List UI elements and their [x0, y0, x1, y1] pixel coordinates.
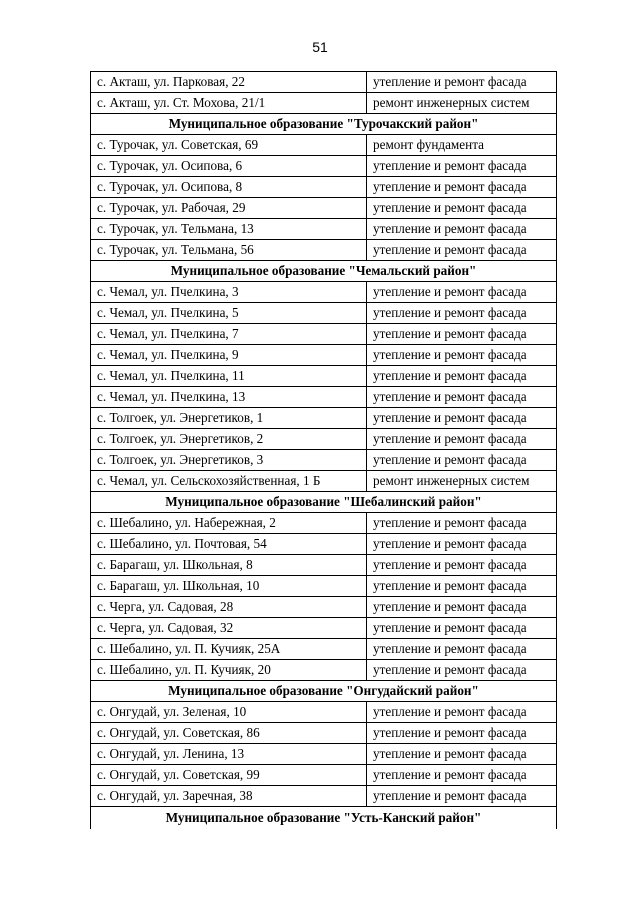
address-cell: с. Турочак, ул. Осипова, 6 [91, 156, 367, 177]
table-row [91, 765, 557, 786]
work-type-cell: утепление и ремонт фасада [367, 156, 557, 177]
address-cell: с. Онгудай, ул. Ленина, 13 [91, 744, 367, 765]
work-type-cell: утепление и ремонт фасада [367, 513, 557, 534]
work-type-cell: утепление и ремонт фасада [367, 198, 557, 219]
work-type-cell: утепление и ремонт фасада [367, 555, 557, 576]
work-type-cell: утепление и ремонт фасада [367, 72, 557, 93]
address-cell: с. Барагаш, ул. Школьная, 10 [91, 576, 367, 597]
section-header-row [91, 492, 557, 513]
table-row [91, 471, 557, 492]
table-body [91, 72, 557, 829]
work-type-cell: утепление и ремонт фасада [367, 723, 557, 744]
work-type-cell: утепление и ремонт фасада [367, 324, 557, 345]
work-type-cell: утепление и ремонт фасада [367, 429, 557, 450]
page-number: 51 [312, 39, 328, 55]
work-type-cell: утепление и ремонт фасада [367, 765, 557, 786]
address-cell: с. Турочак, ул. Советская, 69 [91, 135, 367, 156]
work-type-cell: утепление и ремонт фасада [367, 639, 557, 660]
table-row [91, 240, 557, 261]
table-row [91, 555, 557, 576]
address-cell: с. Онгудай, ул. Советская, 86 [91, 723, 367, 744]
table-row [91, 639, 557, 660]
address-cell: с. Чемал, ул. Пчелкина, 7 [91, 324, 367, 345]
table-row [91, 366, 557, 387]
work-type-cell: ремонт инженерных систем [367, 93, 557, 114]
address-cell: с. Черга, ул. Садовая, 28 [91, 597, 367, 618]
section-header-row [91, 807, 557, 829]
address-cell: с. Шебалино, ул. Почтовая, 54 [91, 534, 367, 555]
address-cell: с. Барагаш, ул. Школьная, 8 [91, 555, 367, 576]
address-cell: с. Онгудай, ул. Заречная, 38 [91, 786, 367, 807]
address-cell: с. Шебалино, ул. П. Кучияк, 25А [91, 639, 367, 660]
address-cell: с. Толгоек, ул. Энергетиков, 2 [91, 429, 367, 450]
table-row [91, 618, 557, 639]
section-title: Муниципальное образование "Усть-Канский район" [91, 807, 557, 829]
table-row [91, 156, 557, 177]
table-row [91, 723, 557, 744]
section-title: Муниципальное образование "Шебалинский район" [91, 492, 557, 513]
work-type-cell: утепление и ремонт фасада [367, 450, 557, 471]
table-row [91, 660, 557, 681]
address-cell: с. Чемал, ул. Пчелкина, 9 [91, 345, 367, 366]
address-cell: с. Турочак, ул. Осипова, 8 [91, 177, 367, 198]
work-type-cell: утепление и ремонт фасада [367, 240, 557, 261]
section-header-row [91, 114, 557, 135]
table-row [91, 513, 557, 534]
work-type-cell: утепление и ремонт фасада [367, 219, 557, 240]
work-type-cell: утепление и ремонт фасада [367, 345, 557, 366]
work-type-cell: ремонт фундамента [367, 135, 557, 156]
section-title: Муниципальное образование "Турочакский район" [91, 114, 557, 135]
table-row [91, 387, 557, 408]
table-row [91, 303, 557, 324]
table-row [91, 534, 557, 555]
address-cell: с. Шебалино, ул. П. Кучияк, 20 [91, 660, 367, 681]
section-title: Муниципальное образование "Онгудайский район" [91, 681, 557, 702]
table-row [91, 744, 557, 765]
work-type-cell: утепление и ремонт фасада [367, 534, 557, 555]
address-cell: с. Турочак, ул. Тельмана, 56 [91, 240, 367, 261]
table-row [91, 429, 557, 450]
address-cell: с. Толгоек, ул. Энергетиков, 1 [91, 408, 367, 429]
work-type-cell: утепление и ремонт фасада [367, 408, 557, 429]
section-title: Муниципальное образование "Чемальский район" [91, 261, 557, 282]
address-cell: с. Онгудай, ул. Советская, 99 [91, 765, 367, 786]
work-type-cell: утепление и ремонт фасада [367, 786, 557, 807]
address-cell: с. Акташ, ул. Парковая, 22 [91, 72, 367, 93]
work-type-cell: утепление и ремонт фасада [367, 177, 557, 198]
table-row [91, 597, 557, 618]
address-cell: с. Онгудай, ул. Зеленая, 10 [91, 702, 367, 723]
table-row [91, 72, 557, 93]
work-type-cell: ремонт инженерных систем [367, 471, 557, 492]
work-type-cell: утепление и ремонт фасада [367, 303, 557, 324]
address-cell: с. Турочак, ул. Рабочая, 29 [91, 198, 367, 219]
address-cell: с. Чемал, ул. Пчелкина, 11 [91, 366, 367, 387]
address-cell: с. Чемал, ул. Пчелкина, 13 [91, 387, 367, 408]
work-type-cell: утепление и ремонт фасада [367, 702, 557, 723]
address-cell: с. Чемал, ул. Пчелкина, 3 [91, 282, 367, 303]
address-cell: с. Шебалино, ул. Набережная, 2 [91, 513, 367, 534]
address-cell: с. Чемал, ул. Сельскохозяйственная, 1 Б [91, 471, 367, 492]
table-row [91, 324, 557, 345]
table-row [91, 345, 557, 366]
table-row [91, 576, 557, 597]
table-row [91, 135, 557, 156]
table-row [91, 93, 557, 114]
table-row [91, 177, 557, 198]
section-header-row [91, 261, 557, 282]
address-cell: с. Акташ, ул. Ст. Мохова, 21/1 [91, 93, 367, 114]
work-type-cell: утепление и ремонт фасада [367, 282, 557, 303]
table-row [91, 702, 557, 723]
table-row [91, 282, 557, 303]
work-type-cell: утепление и ремонт фасада [367, 660, 557, 681]
work-type-cell: утепление и ремонт фасада [367, 366, 557, 387]
table-row [91, 450, 557, 471]
work-type-cell: утепление и ремонт фасада [367, 387, 557, 408]
table-row [91, 219, 557, 240]
table-row [91, 198, 557, 219]
work-type-cell: утепление и ремонт фасада [367, 618, 557, 639]
work-type-cell: утепление и ремонт фасада [367, 576, 557, 597]
work-type-cell: утепление и ремонт фасада [367, 744, 557, 765]
section-header-row [91, 681, 557, 702]
address-cell: с. Чемал, ул. Пчелкина, 5 [91, 303, 367, 324]
address-cell: с. Толгоек, ул. Энергетиков, 3 [91, 450, 367, 471]
address-cell: с. Черга, ул. Садовая, 32 [91, 618, 367, 639]
table-row [91, 408, 557, 429]
table-row [91, 786, 557, 807]
address-cell: с. Турочак, ул. Тельмана, 13 [91, 219, 367, 240]
buildings-table [90, 71, 557, 829]
work-type-cell: утепление и ремонт фасада [367, 597, 557, 618]
